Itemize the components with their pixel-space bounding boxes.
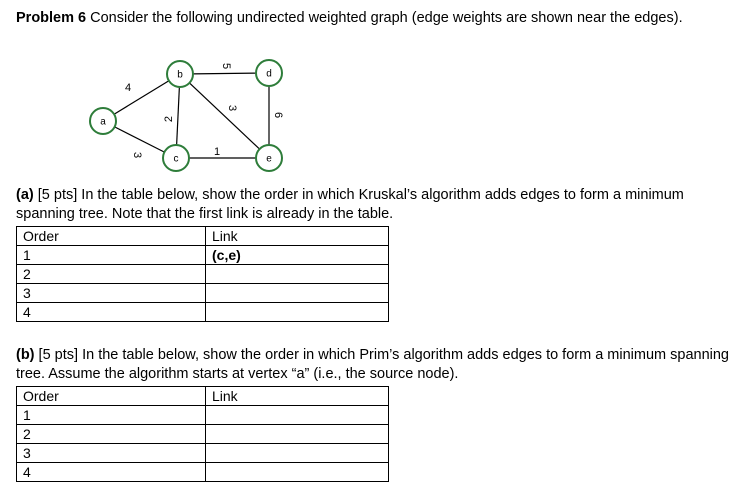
table-row <box>17 425 389 444</box>
part-b-text: In the table below, show the order in which Prim’s algorithm adds edges to form a minimum spanning tree. Assume the algorithm starts at vertex “a” (i.e., the source node). <box>16 347 729 382</box>
edge-weight-a-c: 3 <box>131 151 144 159</box>
part-b-label: (b) <box>16 347 35 363</box>
order-cell: 3 <box>17 284 206 303</box>
order-cell: 2 <box>17 425 206 444</box>
node-label-c: c <box>173 153 179 165</box>
link-header: Link <box>206 387 389 406</box>
node-label-a: a <box>100 116 106 128</box>
order-cell: 1 <box>17 246 206 265</box>
order-cell: 4 <box>17 303 206 322</box>
table-header-row <box>17 387 389 406</box>
node-label-e: e <box>266 153 272 165</box>
link-cell[interactable] <box>206 425 389 444</box>
edge-weight-b-e: 3 <box>226 104 239 112</box>
kruskal-table <box>16 226 389 322</box>
edge-b-e <box>189 83 259 149</box>
part-a-points: [5 pts] <box>37 187 78 203</box>
link-cell[interactable] <box>206 284 389 303</box>
edge-weight-a-b: 4 <box>124 81 132 94</box>
edge-a-c <box>115 127 165 152</box>
part-a-label: (a) <box>16 187 34 203</box>
node-label-b: b <box>177 69 183 81</box>
order-cell: 4 <box>17 463 206 482</box>
link-cell[interactable] <box>206 463 389 482</box>
graph-nodes <box>90 60 285 171</box>
part-a-prompt <box>16 186 731 224</box>
order-header: Order <box>17 387 206 406</box>
link-cell[interactable] <box>206 444 389 463</box>
table-row <box>17 303 389 322</box>
table-header-row <box>17 227 389 246</box>
link-cell[interactable] <box>206 303 389 322</box>
prim-table <box>16 386 389 482</box>
order-cell: 1 <box>17 406 206 425</box>
edge-weight-b-d: 5 <box>220 62 233 70</box>
link-cell[interactable] <box>206 406 389 425</box>
part-a-text: In the table below, show the order in which Kruskal’s algorithm adds edges to form a minimum spanning tree. Note that the first link is already in the table. <box>16 187 684 222</box>
weighted-graph <box>0 0 735 185</box>
order-cell: 2 <box>17 265 206 284</box>
node-label-d: d <box>266 68 272 80</box>
table-row <box>17 284 389 303</box>
link-cell[interactable] <box>206 265 389 284</box>
problem-label: Problem 6 <box>16 10 87 26</box>
edge-weight-c-e: 1 <box>213 145 221 158</box>
graph-edges <box>114 73 269 158</box>
order-header: Order <box>17 227 206 246</box>
table-row <box>17 246 389 265</box>
link-header: Link <box>206 227 389 246</box>
order-cell: 3 <box>17 444 206 463</box>
table-row <box>17 463 389 482</box>
edge-weight-d-e: 6 <box>272 111 285 119</box>
part-b-prompt <box>16 346 731 384</box>
edge-weight-b-c: 2 <box>162 115 175 123</box>
problem-text: Consider the following undirected weighted graph (edge weights are shown near the edges). <box>90 10 683 26</box>
table-row <box>17 265 389 284</box>
table-row <box>17 444 389 463</box>
link-cell[interactable]: (c,e) <box>206 246 389 265</box>
edge-a-b <box>114 81 169 114</box>
part-b-points: [5 pts] <box>38 347 79 363</box>
edge-b-c <box>177 87 180 145</box>
table-row <box>17 406 389 425</box>
edge-b-d <box>193 73 256 74</box>
